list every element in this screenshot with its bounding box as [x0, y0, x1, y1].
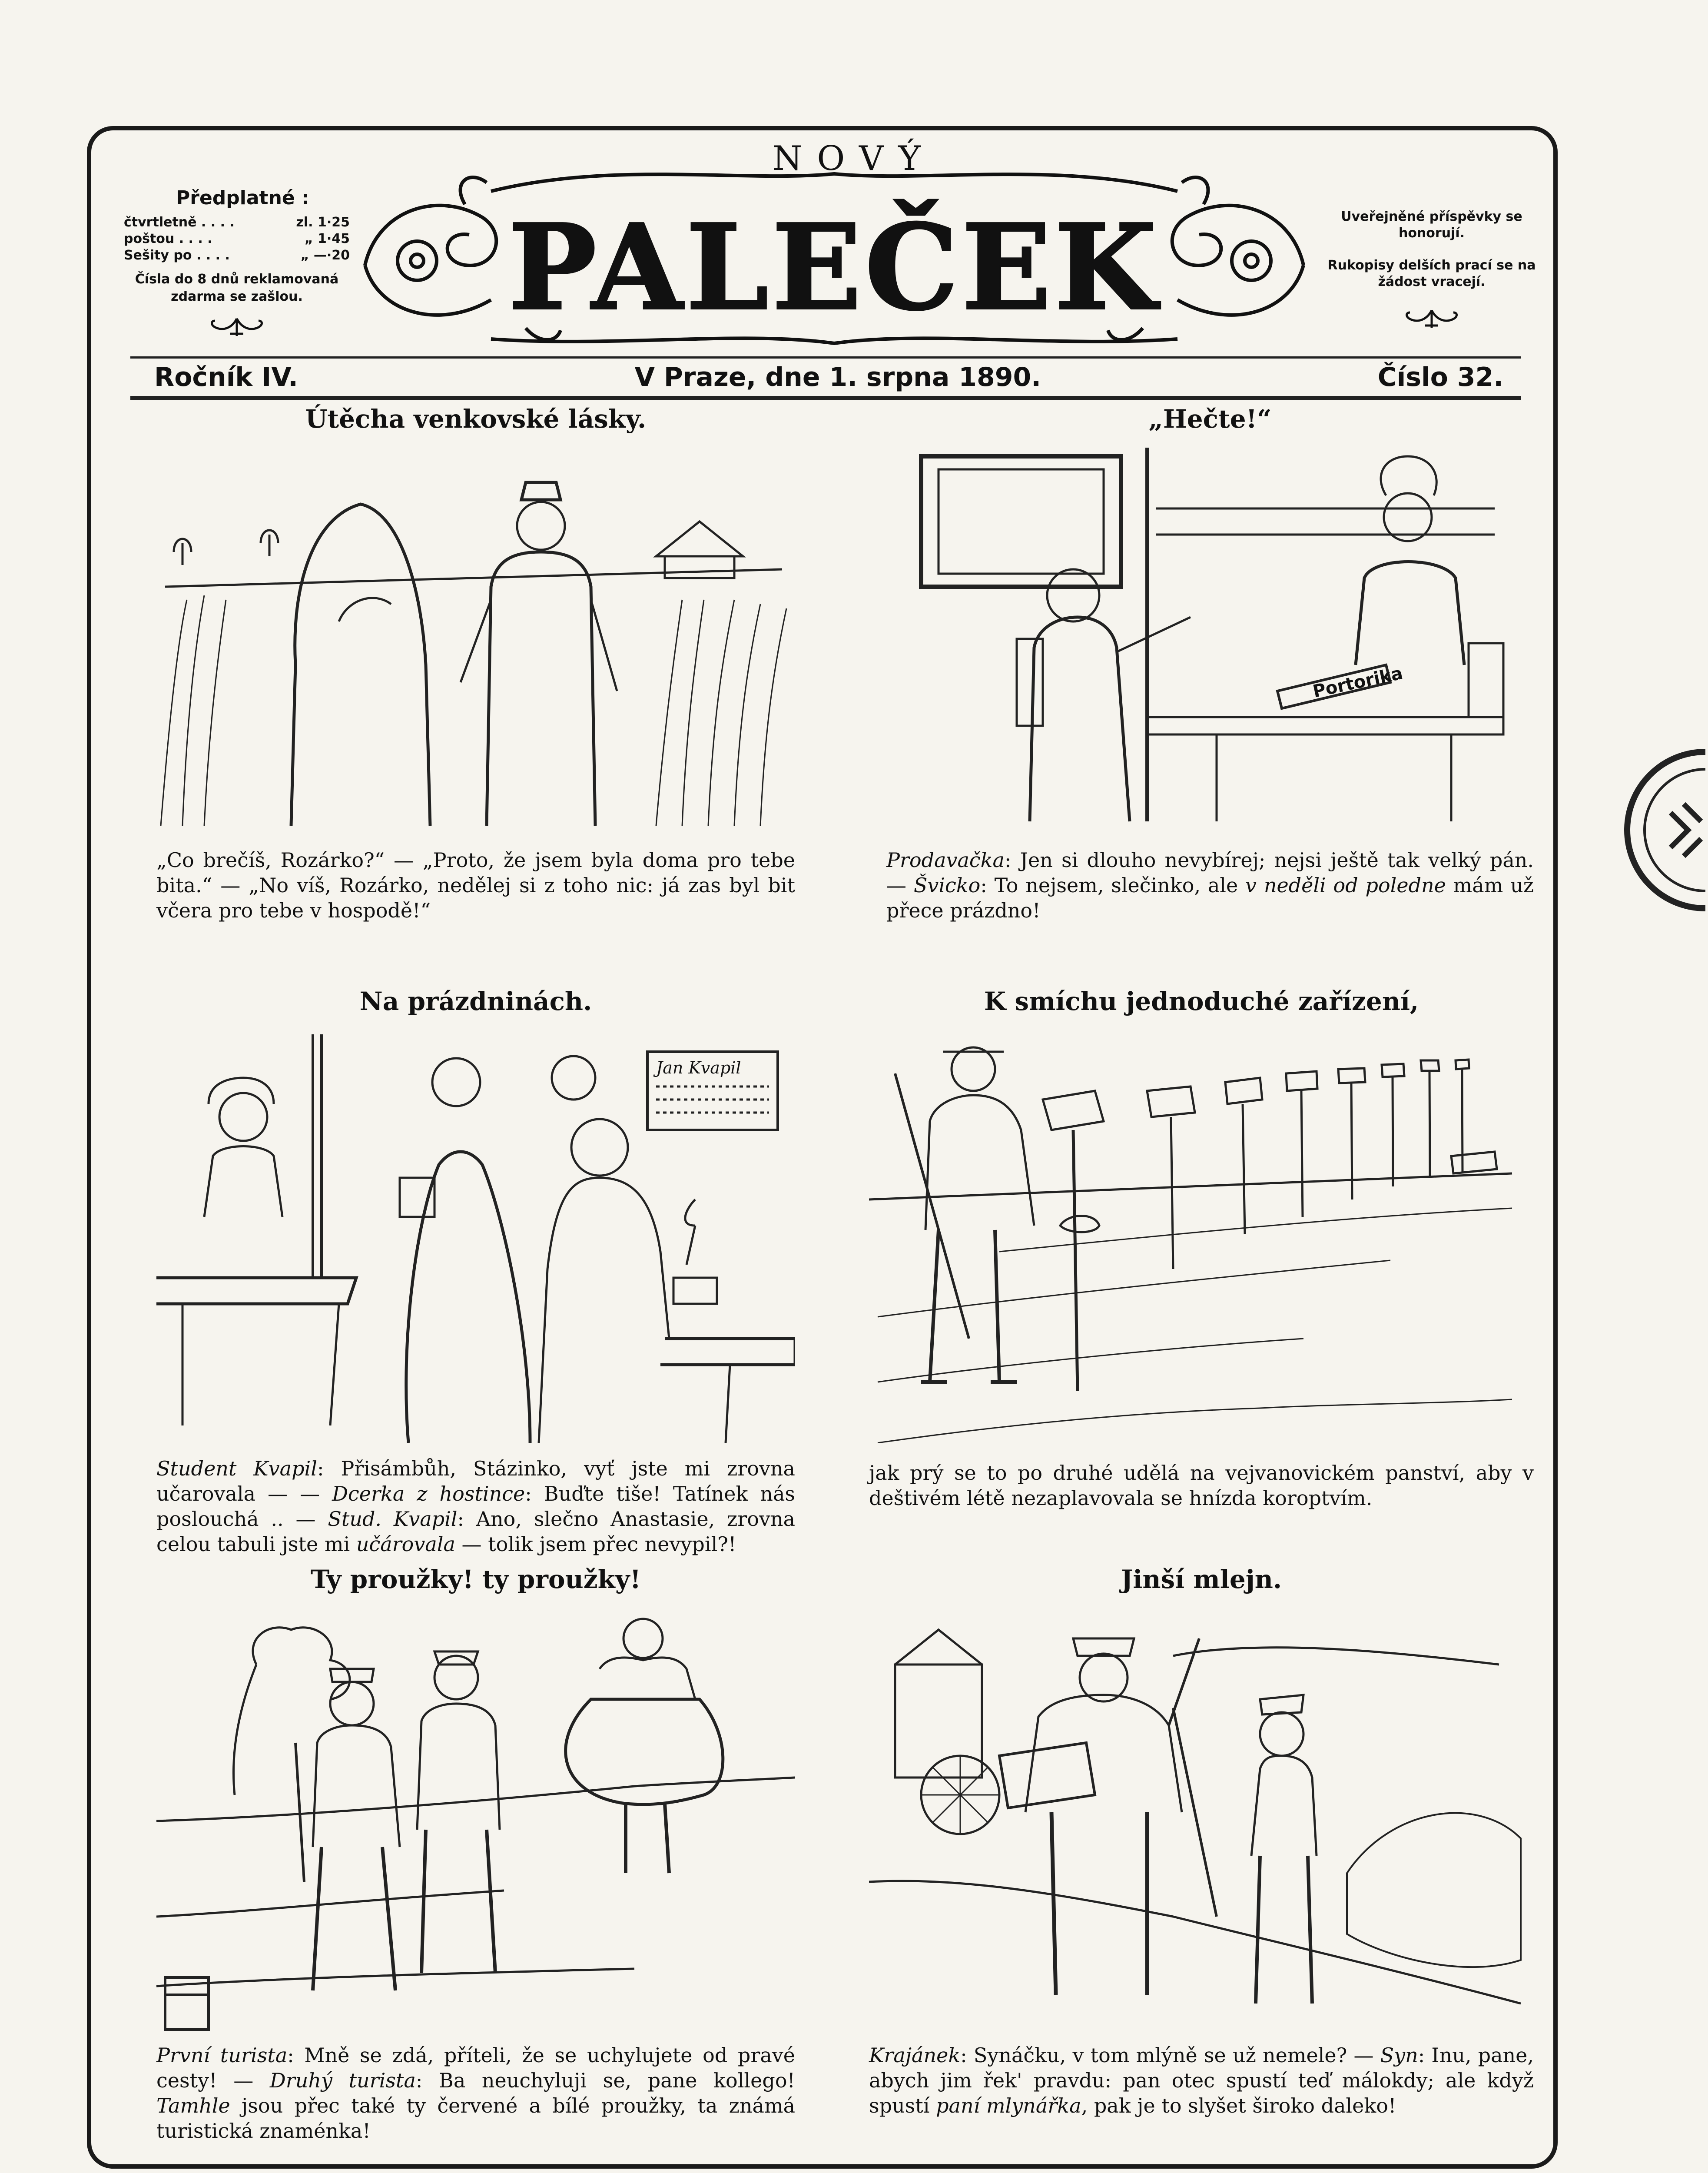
cartoon-5 — [156, 1565, 795, 2143]
cartoon-caption: Krajánek: Synáčku, v tom mlýně se už nemele? — Syn: Inu, pane, abych jim řek' pravdu: pan otec spustí teď málokdy; ale když spustí paní mlynářka, pak je to slyšet široko daleko! — [869, 2043, 1534, 2117]
cartoon-illustration — [156, 456, 795, 826]
masthead-title: PALEČEK — [508, 198, 1160, 336]
cartoon-caption: Student Kvapil: Přisámbůh, Stázinko, vyť jste mi zrovna učarovala — — Dcerka z hostince: Buďte tiše! Tatínek nás poslouchá .. — Stud. Kvapil: Ano, slečno Anastasie, zrovna celou tabuli jste mi učárovala — tolik jsem přec nevypil?! — [156, 1457, 795, 1556]
library-stamp-icon — [1618, 739, 1705, 921]
notice-fees: Uveřejněné příspěvky se honorují. — [1341, 209, 1522, 241]
cartoon-title: Útěcha venkovské lásky. — [305, 404, 647, 434]
cartoon-title: Jinší mlejn. — [1121, 1565, 1282, 1594]
cartoon-title: Ty proužky! ty proužky! — [310, 1565, 641, 1594]
cartoon-1 — [156, 404, 795, 969]
editorial-notices — [1325, 209, 1538, 332]
notice-manuscripts: Rukopisy delších prací se na žádost vracejí. — [1327, 258, 1536, 289]
cartoon-illustration — [886, 448, 1534, 839]
cartoon-4 — [869, 987, 1534, 1552]
masthead-logo — [352, 156, 1317, 352]
cartoon-6 — [869, 1565, 1534, 2143]
reclamation-note: Čísla do 8 dnů reklamovaná zdarma se zašlou. — [135, 272, 339, 304]
cartoon-caption: První turista: Mně se zdá, příteli, že se uchylujete od pravé cesty! — Druhý turista: Ba neuchyluji se, pane kollego! Tamhle jsou přec také ty červené a bílé proužky, ta známá turistická znaménka! — [156, 2043, 795, 2143]
issue-number: Číslo 32. — [1377, 362, 1503, 392]
cigar-box-label: Portorika — [1311, 663, 1405, 702]
subscription-title: Předplatné : — [176, 187, 309, 209]
issue-date: V Praze, dne 1. srpna 1890. — [634, 362, 1041, 392]
cartoon-illustration — [869, 1612, 1534, 2038]
subscription-row: Sešity po . . . . „ —·20 — [124, 248, 350, 263]
cartoon-caption: Prodavačka: Jen si dlouho nevybírej; nejsi ještě tak velký pán. — Švicko: To nejsem, slečinko, ale v neděli od poledne mám už přece prázdno! — [886, 848, 1534, 922]
cartoon-caption: „Co brečíš, Rozárko?“ — „Proto, že jsem byla doma pro tebe bita.“ — „No víš, Rozárko, nedělej si z toho nic: já zas byl bit včera pro tebe v hospodě!“ — [156, 848, 795, 922]
cartoon-2 — [886, 404, 1534, 969]
subscription-box — [124, 187, 350, 340]
calendar-label: Jan Kvapil — [656, 1058, 741, 1077]
ornament-icon — [1393, 306, 1471, 332]
cartoon-title: K smíchu jednoduché zařízení, — [984, 987, 1419, 1016]
masthead-pre-title: NOVÝ — [773, 139, 935, 178]
cartoon-caption: jak prý se to po druhé udělá na vejvanovickém panství, aby v deštivém létě nezaplavovala se hnízda koroptvím. — [869, 1461, 1534, 1510]
cartoon-illustration — [156, 1034, 795, 1443]
cartoon-illustration — [156, 1612, 795, 2038]
issue-volume: Ročník IV. — [154, 362, 298, 392]
ornament-icon — [198, 314, 276, 340]
cartoon-title: „Hečte!“ — [1148, 404, 1272, 434]
subscription-row: čtvrtletně . . . . zl. 1·25 — [124, 215, 350, 230]
cartoon-3 — [156, 987, 795, 1556]
cartoon-illustration — [869, 1034, 1534, 1443]
cartoon-title: Na prázdninách. — [359, 987, 592, 1016]
subscription-row: poštou . . . . „ 1·45 — [124, 231, 350, 246]
issue-bar — [130, 356, 1521, 400]
